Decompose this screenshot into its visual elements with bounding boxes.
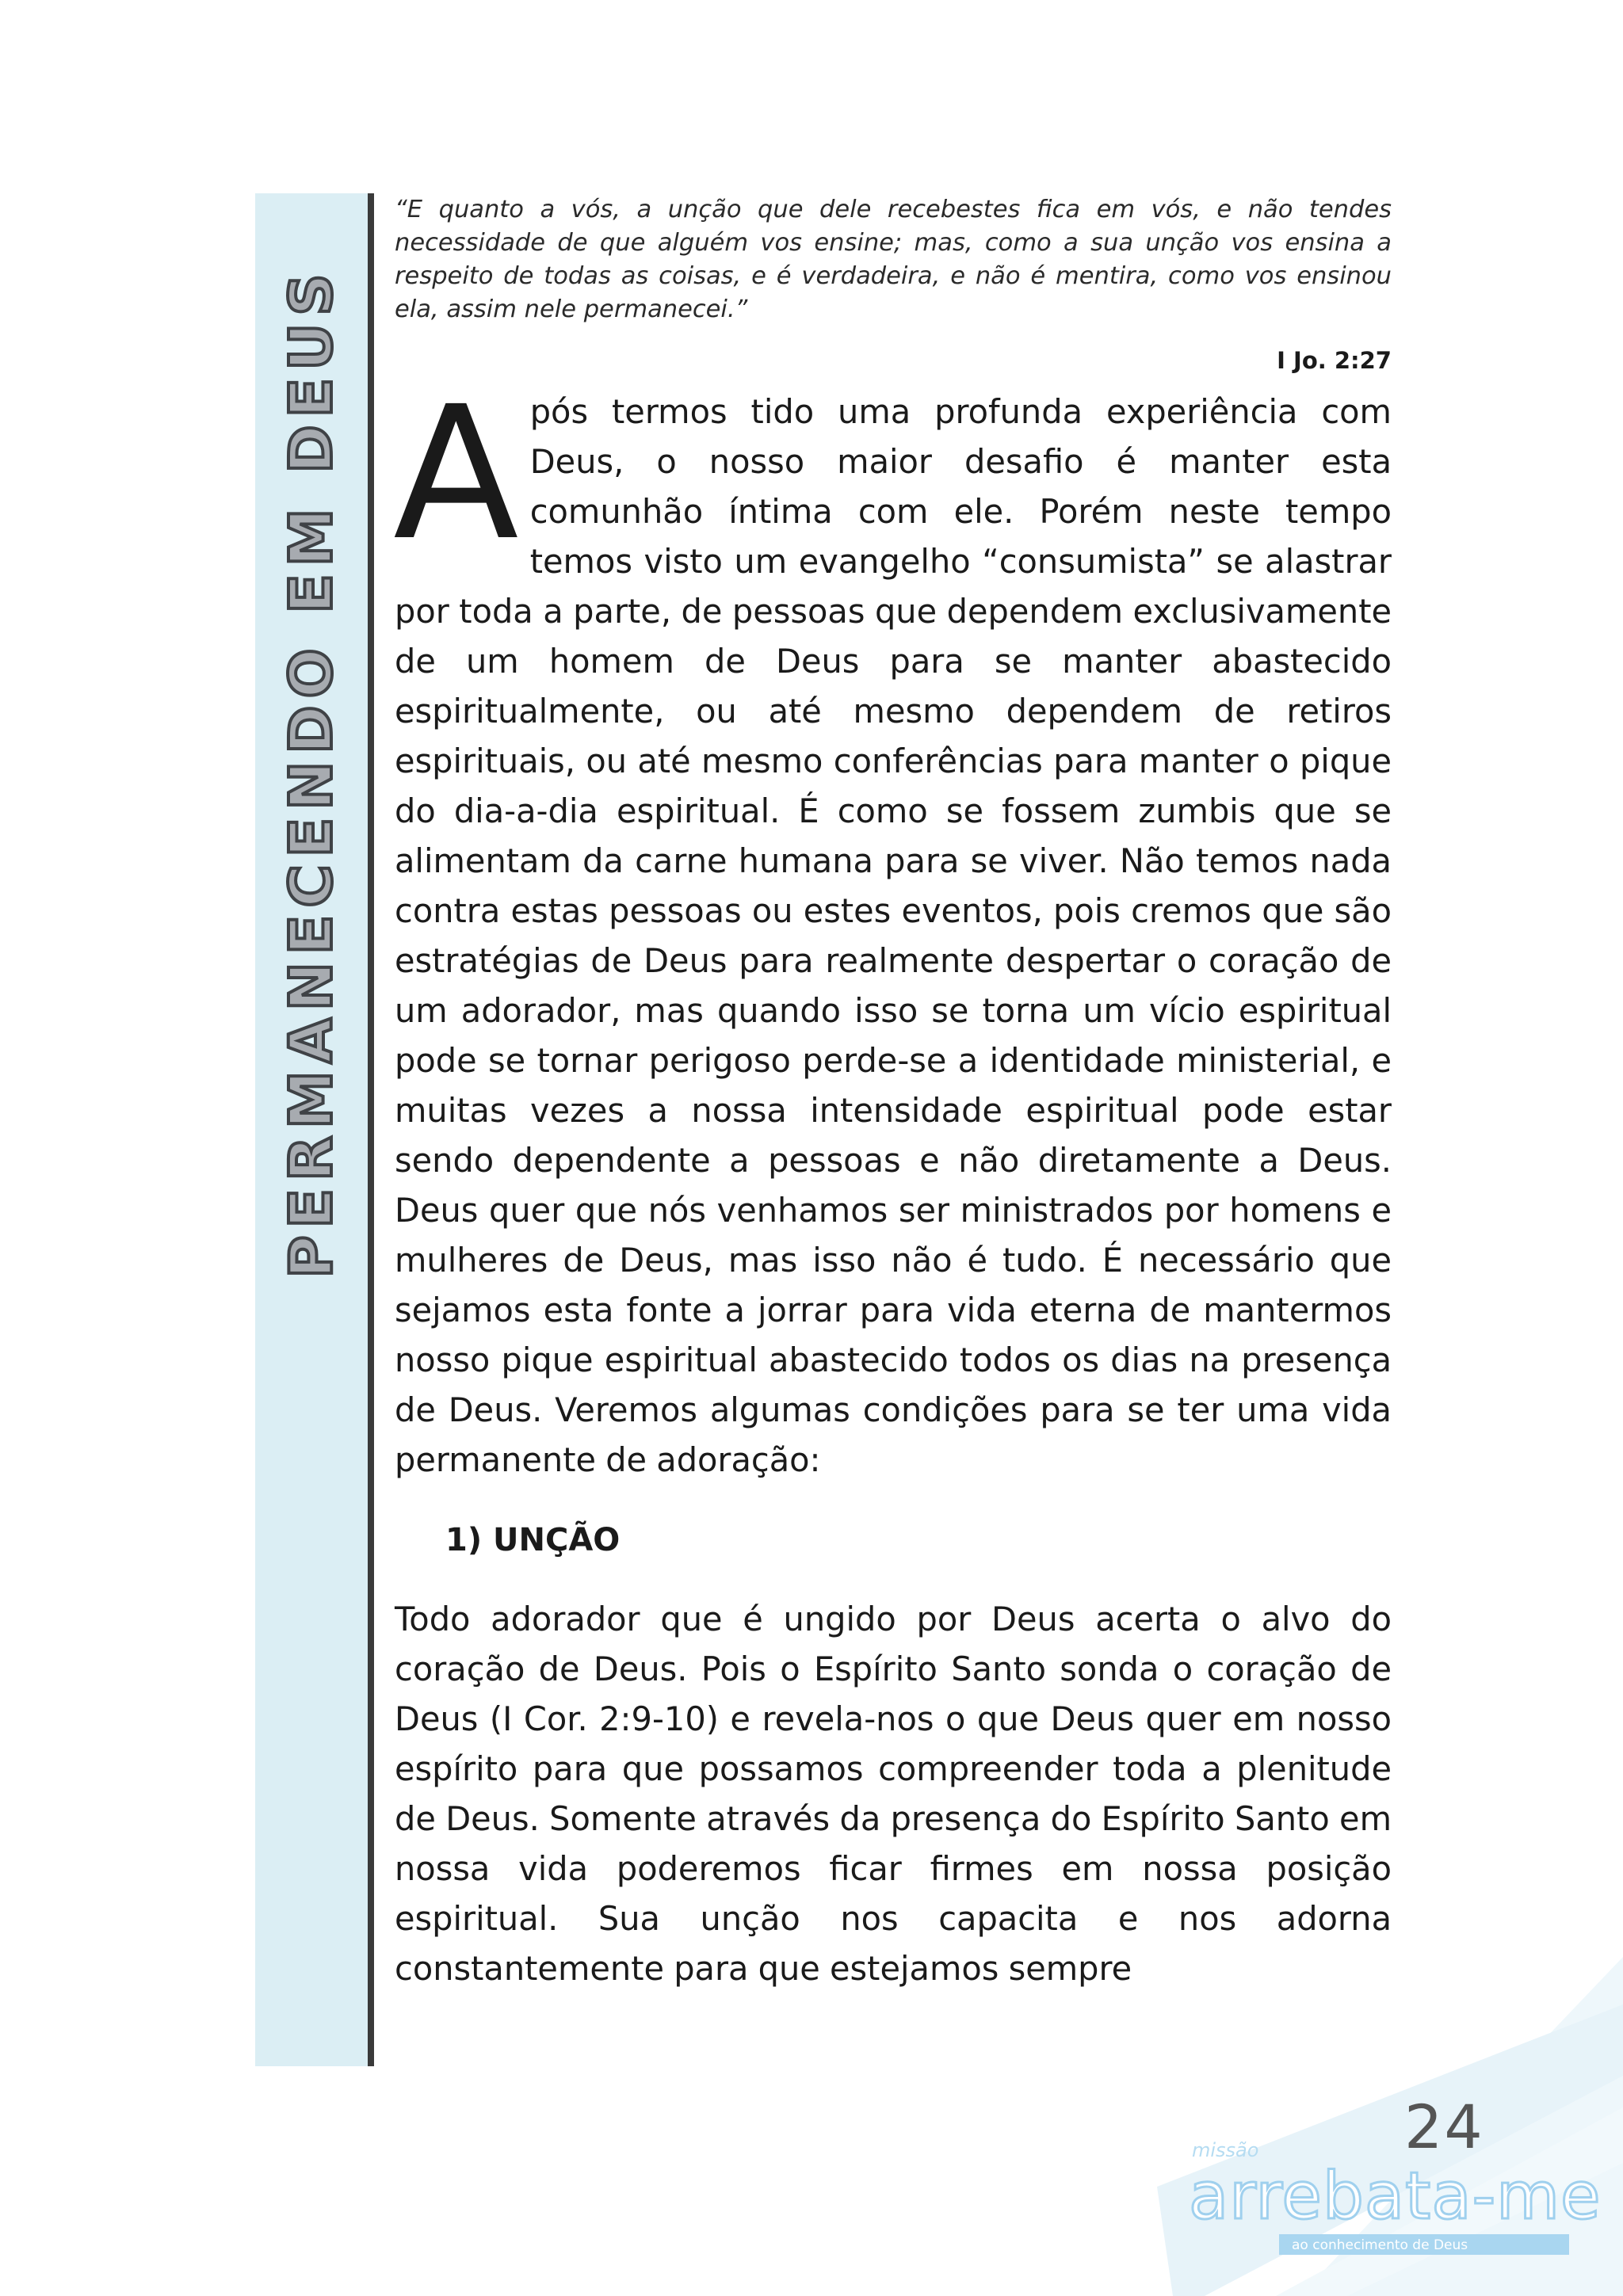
section-heading: 1) UNÇÃO <box>445 1522 621 1558</box>
page-content <box>395 193 1392 1993</box>
page-number: 24 <box>1404 2092 1484 2162</box>
logo-top-word: missão <box>1192 2139 1259 2161</box>
drop-cap: A <box>393 367 519 581</box>
vertical-divider <box>368 193 374 2066</box>
footer-decoration <box>1157 1957 1623 2296</box>
epigraph-reference: I Jo. 2:27 <box>1277 347 1392 374</box>
intro-paragraph <box>393 367 1392 1485</box>
epigraph-quote: “E quanto a vós, a unção que dele recebestes fica em vós, e não tendes necessidade de que alguém vos ensine; mas, como a sua unção vos ensina a respeito de todas as coisas, e é verdadeira, e não é mentira, como vos ensinou ela, assim nele permanecei.” <box>395 196 1392 323</box>
logo-tagline: ao conhecimento de Deus <box>1292 2237 1468 2253</box>
chapter-title: PERMANECENDO EM DEUS <box>277 266 346 1279</box>
intro-text: pós termos tido uma profunda experiência com Deus, o nosso maior desafio é manter esta comunhão íntima com ele. Porém neste tempo temos visto um evangelho “consumista” se alastrar por toda a parte, de pessoas que dependem exclusivamente de um homem de Deus para se manter abastecido espiritualmente, ou até mesmo dependem de retiros espirituais, ou até mesmo conferências para manter o pique do dia-a-dia espiritual. É como se fossem zumbis que se alimentam da carne humana para se viver. Não temos nada contra estas pessoas ou estes eventos, pois cremos que são estratégias de Deus para realmente despertar o coração de um adorador, mas quando isso se torna um vício espiritual pode se tornar perigoso perde-se a identidade ministerial, e muitas vezes a nossa intensidade espiritual pode estar sendo dependente a pessoas e não diretamente a Deus. Deus quer que nós venhamos ser ministrados por homens e mulheres de Deus, mas isso não é tudo. É necessário que sejamos esta fonte a jorrar para vida eterna de mantermos nosso pique espiritual abastecido todos os dias na presença de Deus. Veremos algumas condições para se ter uma vida permanente de adoração: <box>395 392 1392 1479</box>
logo-wordmark: arrebata-me <box>1189 2159 1602 2234</box>
section-paragraph: Todo adorador que é ungido por Deus acerta o alvo do coração de Deus. Pois o Espírito Santo sonda o coração de Deus (I Cor. 2:9-10) e revela-nos o que Deus quer em nosso espírito para que possamos compreender toda a plenitude de Deus. Somente através da presença do Espírito Santo em nossa vida poderemos ficar firmes em nossa posição espiritual. Sua unção nos capacita e nos adorna constantemente para que estejamos sempre <box>395 1600 1392 1988</box>
